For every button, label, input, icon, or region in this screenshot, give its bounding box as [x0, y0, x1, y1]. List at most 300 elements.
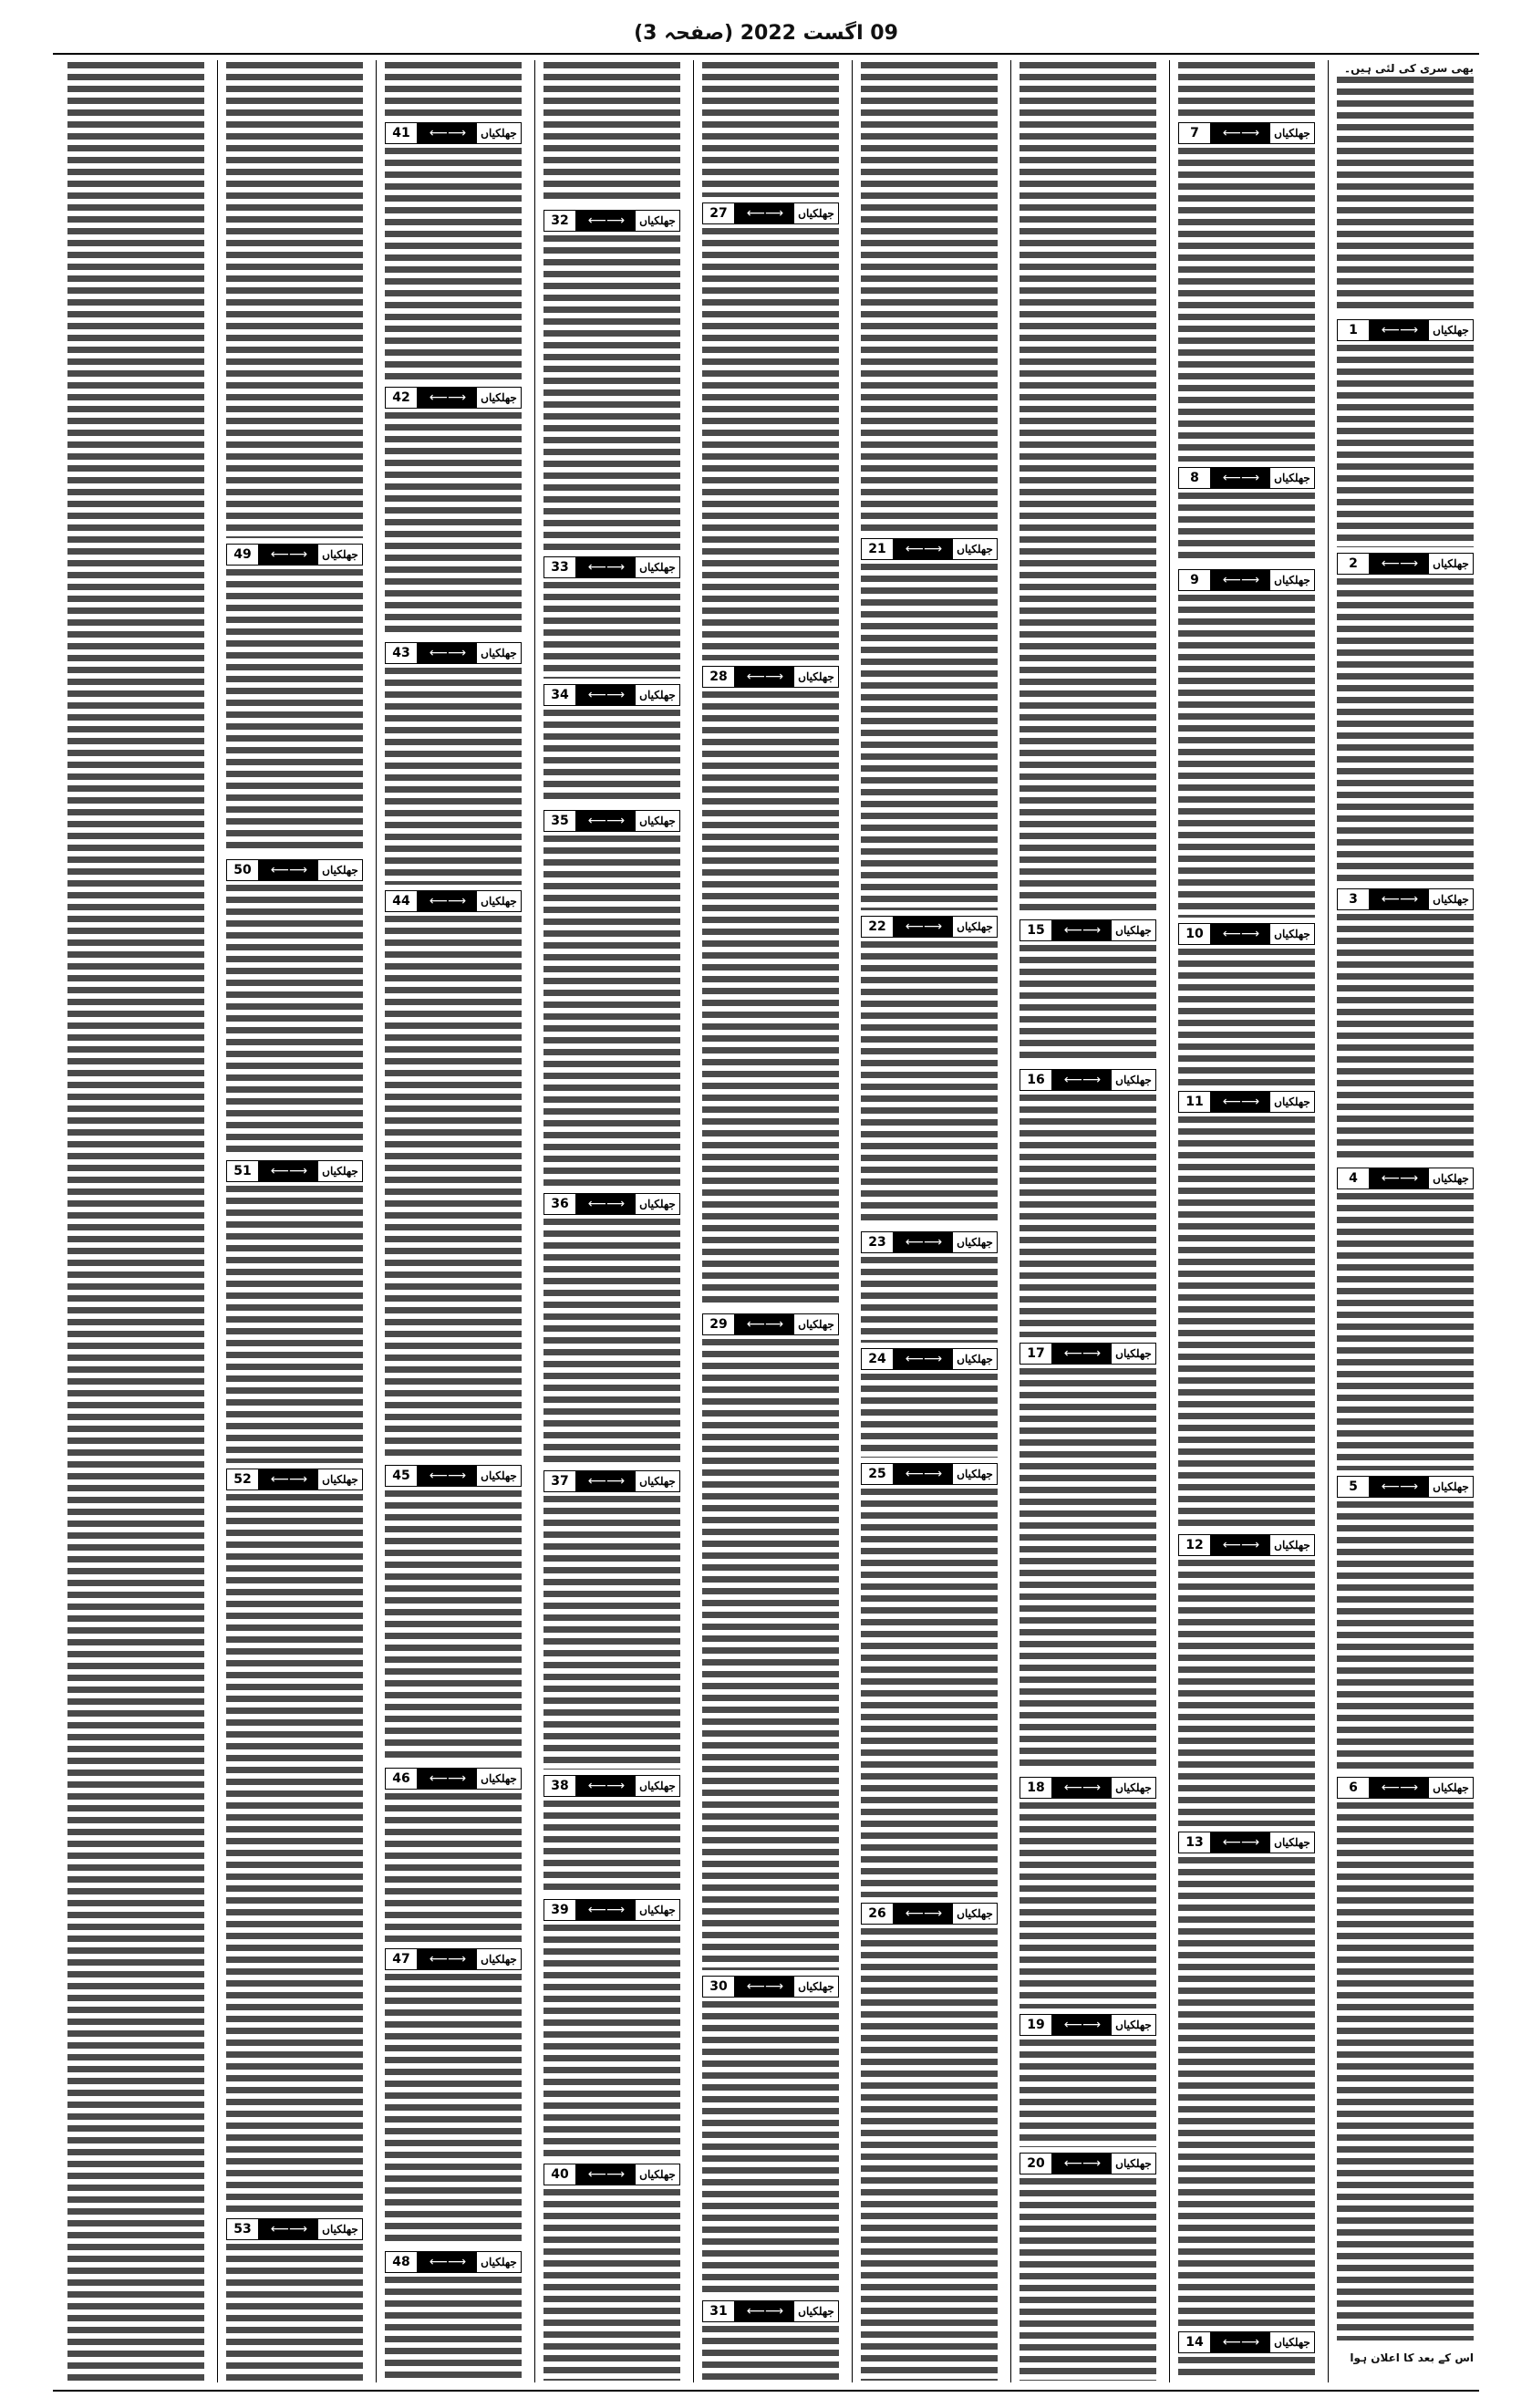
- text-block: [543, 235, 680, 551]
- item-header-9: [1178, 569, 1315, 591]
- item-label: جھلکیاں: [1270, 1535, 1314, 1555]
- text-block: [1178, 595, 1315, 918]
- text-block: [226, 569, 363, 854]
- double-arrow-icon: ⟵⟶: [1381, 1171, 1419, 1186]
- item-label: جھلکیاں: [1270, 123, 1314, 143]
- item-label: جھلکیاں: [477, 388, 521, 408]
- item-header-41: [385, 122, 522, 144]
- item-header-21: [861, 538, 998, 560]
- text-block: [226, 1494, 363, 2213]
- item-header-8: [1178, 467, 1315, 489]
- text-block: [1020, 945, 1156, 1064]
- double-arrow-icon: ⟵⟶: [429, 2255, 467, 2269]
- item-label: جھلکیاں: [477, 1769, 521, 1789]
- item-header-45: [385, 1465, 522, 1487]
- item-label: جھلکیاں: [794, 203, 838, 223]
- double-arrow-icon: ⟵⟶: [1063, 1780, 1102, 1795]
- item-number: 30: [703, 1977, 734, 1997]
- text-block: [1337, 1193, 1474, 1470]
- item-header-37: [543, 1470, 680, 1492]
- item-header-43: [385, 642, 522, 664]
- item-header-32: [543, 210, 680, 232]
- item-header-53: [226, 2218, 363, 2240]
- item-number: 13: [1179, 1832, 1210, 1853]
- double-arrow-icon: ⟵⟶: [270, 2222, 308, 2237]
- item-number: 21: [862, 539, 893, 559]
- double-arrow-icon: ⟵⟶: [905, 1906, 943, 1921]
- text-block: [1178, 2357, 1315, 2381]
- item-number: 50: [227, 860, 258, 880]
- item-number: 16: [1020, 1070, 1051, 1090]
- double-arrow-icon: ⟵⟶: [587, 814, 626, 828]
- item-label: جھلکیاں: [1112, 920, 1155, 940]
- item-header-1: [1337, 319, 1474, 341]
- item-header-34: [543, 684, 680, 706]
- column-rule: [1169, 60, 1170, 2382]
- item-header-49: [226, 544, 363, 566]
- double-arrow-icon: ⟵⟶: [1222, 1095, 1260, 1109]
- text-block: [861, 564, 998, 910]
- item-label: جھلکیاں: [477, 123, 521, 143]
- double-arrow-icon: ⟵⟶: [1222, 2335, 1260, 2350]
- item-label: جھلکیاں: [636, 1194, 679, 1214]
- item-header-20: [1020, 2153, 1156, 2174]
- item-label: جھلکیاں: [636, 1471, 679, 1491]
- text-block: [1020, 1368, 1156, 1771]
- item-number: 22: [862, 917, 893, 937]
- item-headline: اس کے بعد کا اعلان ہوا: [1350, 2351, 1474, 2364]
- text-block: [702, 62, 839, 197]
- text-block: [226, 885, 363, 1155]
- text-block: [702, 1339, 839, 1970]
- double-arrow-icon: ⟵⟶: [429, 1771, 467, 1786]
- item-number: 10: [1179, 924, 1210, 944]
- text-block: [385, 668, 522, 885]
- item-header-16: [1020, 1069, 1156, 1091]
- double-arrow-icon: ⟵⟶: [270, 1472, 308, 1487]
- double-arrow-icon: ⟵⟶: [1222, 573, 1260, 587]
- double-arrow-icon: ⟵⟶: [1381, 1479, 1419, 1494]
- column-2: [1173, 60, 1320, 2382]
- item-number: 34: [544, 685, 575, 705]
- text-block: [1178, 148, 1315, 462]
- item-header-27: [702, 202, 839, 224]
- item-number: 53: [227, 2219, 258, 2239]
- double-arrow-icon: ⟵⟶: [587, 213, 626, 228]
- item-header-40: [543, 2164, 680, 2185]
- column-8: [221, 60, 368, 2382]
- item-label: جھلکیاں: [1112, 1778, 1155, 1798]
- item-header-33: [543, 556, 680, 578]
- text-block: [385, 148, 522, 381]
- double-arrow-icon: ⟵⟶: [587, 1903, 626, 1917]
- item-number: 27: [703, 203, 734, 223]
- text-block: [1020, 2178, 1156, 2381]
- item-number: 4: [1338, 1168, 1369, 1188]
- item-label: جھلکیاں: [318, 1161, 362, 1181]
- double-arrow-icon: ⟵⟶: [1222, 1835, 1260, 1850]
- text-block: [226, 62, 363, 538]
- text-block: [226, 1186, 363, 1463]
- header-rule: [53, 53, 1479, 55]
- double-arrow-icon: ⟵⟶: [1063, 1346, 1102, 1361]
- item-number: 48: [386, 2252, 417, 2272]
- item-label: جھلکیاں: [1270, 468, 1314, 488]
- text-block: [385, 1974, 522, 2246]
- item-number: 15: [1020, 920, 1051, 940]
- item-number: 17: [1020, 1344, 1051, 1364]
- text-block: [1020, 1802, 1156, 2008]
- double-arrow-icon: ⟵⟶: [746, 206, 784, 221]
- double-arrow-icon: ⟵⟶: [1222, 1538, 1260, 1552]
- text-block: [1337, 1501, 1474, 1771]
- header-date: 09 اگست 2022: [740, 22, 898, 45]
- item-header-4: [1337, 1168, 1474, 1189]
- item-label: جھلکیاں: [1429, 1477, 1473, 1497]
- double-arrow-icon: ⟵⟶: [1381, 892, 1419, 907]
- item-number: 9: [1179, 570, 1210, 590]
- item-number: 38: [544, 1776, 575, 1796]
- item-header-18: [1020, 1777, 1156, 1799]
- double-arrow-icon: ⟵⟶: [905, 542, 943, 556]
- item-label: جھلکیاں: [636, 211, 679, 231]
- column-rule: [534, 60, 535, 2382]
- text-block: [1178, 1857, 1315, 2326]
- text-block: [1337, 77, 1474, 314]
- item-header-17: [1020, 1343, 1156, 1365]
- item-label: جھلکیاں: [794, 2301, 838, 2321]
- item-label: جھلکیاں: [1270, 924, 1314, 944]
- item-header-48: [385, 2251, 522, 2273]
- item-label: جھلکیاں: [1429, 320, 1473, 340]
- text-block: [1337, 345, 1474, 547]
- double-arrow-icon: ⟵⟶: [587, 2167, 626, 2182]
- item-number: 31: [703, 2301, 734, 2321]
- double-arrow-icon: ⟵⟶: [270, 863, 308, 877]
- item-label: جھلکیاں: [1112, 2015, 1155, 2035]
- double-arrow-icon: ⟵⟶: [905, 1235, 943, 1250]
- item-label: جھلکیاں: [1112, 1344, 1155, 1364]
- column-rule: [852, 60, 853, 2382]
- column-rule: [1328, 60, 1329, 2382]
- item-label: جھلکیاں: [953, 1464, 997, 1484]
- item-number: 24: [862, 1349, 893, 1369]
- item-header-51: [226, 1160, 363, 1182]
- item-number: 23: [862, 1232, 893, 1252]
- item-label: جھلکیاں: [1112, 2154, 1155, 2174]
- double-arrow-icon: ⟵⟶: [587, 1197, 626, 1211]
- item-label: جھلکیاں: [1270, 1832, 1314, 1853]
- item-label: جھلکیاں: [794, 667, 838, 687]
- text-block: [1178, 1560, 1315, 1826]
- item-label: جھلکیاں: [794, 1314, 838, 1334]
- item-header-29: [702, 1313, 839, 1335]
- item-label: جھلکیاں: [1429, 1168, 1473, 1188]
- text-block: [543, 2189, 680, 2381]
- item-label: جھلکیاں: [477, 1466, 521, 1486]
- item-label: جھلکیاں: [1270, 2332, 1314, 2352]
- item-header-22: [861, 916, 998, 938]
- text-block: [385, 412, 522, 637]
- item-label: جھلکیاں: [477, 643, 521, 663]
- item-label: جھلکیاں: [1429, 889, 1473, 909]
- item-number: 6: [1338, 1778, 1369, 1798]
- text-block: [543, 1801, 680, 1894]
- item-number: 41: [386, 123, 417, 143]
- item-label: جھلکیاں: [636, 1900, 679, 1920]
- text-block: [385, 916, 522, 1459]
- text-block: [385, 1490, 522, 1762]
- item-header-47: [385, 1948, 522, 1970]
- item-number: 3: [1338, 889, 1369, 909]
- item-header-35: [543, 810, 680, 832]
- item-number: 1: [1338, 320, 1369, 340]
- double-arrow-icon: ⟵⟶: [270, 547, 308, 562]
- item-number: 52: [227, 1469, 258, 1489]
- item-header-23: [861, 1231, 998, 1253]
- item-headline: بھی سری کی لئی ہیں۔: [1344, 62, 1474, 75]
- text-block: [385, 62, 522, 117]
- item-label: جھلکیاں: [953, 1349, 997, 1369]
- item-number: 19: [1020, 2015, 1051, 2035]
- text-block: [543, 1925, 680, 2158]
- item-header-3: [1337, 888, 1474, 910]
- item-number: 39: [544, 1900, 575, 1920]
- double-arrow-icon: ⟵⟶: [587, 1474, 626, 1489]
- item-header-10: [1178, 923, 1315, 945]
- item-label: جھلکیاں: [1270, 570, 1314, 590]
- item-number: 46: [386, 1769, 417, 1789]
- column-1: [1331, 60, 1479, 2382]
- text-block: [861, 62, 998, 533]
- text-block: [543, 1219, 680, 1465]
- columns-area: [53, 60, 1479, 2382]
- double-arrow-icon: ⟵⟶: [905, 1467, 943, 1481]
- item-label: جھلکیاں: [1429, 554, 1473, 574]
- text-block: [1337, 914, 1474, 1162]
- double-arrow-icon: ⟵⟶: [1381, 323, 1419, 337]
- text-block: [385, 2277, 522, 2381]
- double-arrow-icon: ⟵⟶: [1063, 2156, 1102, 2171]
- item-number: 26: [862, 1904, 893, 1924]
- item-number: 18: [1020, 1778, 1051, 1798]
- item-number: 42: [386, 388, 417, 408]
- item-number: 33: [544, 557, 575, 577]
- item-header-12: [1178, 1534, 1315, 1556]
- item-label: جھلکیاں: [636, 811, 679, 831]
- double-arrow-icon: ⟵⟶: [905, 1352, 943, 1366]
- item-number: 2: [1338, 554, 1369, 574]
- item-number: 43: [386, 643, 417, 663]
- column-6: [538, 60, 686, 2382]
- item-header-11: [1178, 1091, 1315, 1113]
- double-arrow-icon: ⟵⟶: [746, 2304, 784, 2319]
- double-arrow-icon: ⟵⟶: [429, 894, 467, 908]
- item-header-39: [543, 1899, 680, 1921]
- item-number: 5: [1338, 1477, 1369, 1497]
- text-block: [543, 836, 680, 1188]
- double-arrow-icon: ⟵⟶: [587, 688, 626, 702]
- double-arrow-icon: ⟵⟶: [429, 1469, 467, 1483]
- item-label: جھلکیاں: [636, 557, 679, 577]
- item-number: 28: [703, 667, 734, 687]
- column-rule: [376, 60, 377, 2382]
- text-block: [226, 2244, 363, 2381]
- item-label: جھلکیاں: [318, 2219, 362, 2239]
- item-label: جھلکیاں: [318, 1469, 362, 1489]
- double-arrow-icon: ⟵⟶: [1222, 126, 1260, 140]
- header-date-line: [53, 22, 1479, 45]
- text-block: [861, 1374, 998, 1458]
- item-header-30: [702, 1976, 839, 1998]
- column-9: [62, 60, 210, 2382]
- item-number: 20: [1020, 2154, 1051, 2174]
- text-block: [1020, 1095, 1156, 1337]
- column-4: [855, 60, 1003, 2382]
- item-header-46: [385, 1768, 522, 1790]
- double-arrow-icon: ⟵⟶: [429, 1952, 467, 1967]
- item-label: جھلکیاں: [477, 2252, 521, 2272]
- double-arrow-icon: ⟵⟶: [746, 669, 784, 684]
- double-arrow-icon: ⟵⟶: [1063, 1073, 1102, 1087]
- item-label: جھلکیاں: [318, 545, 362, 565]
- item-number: 45: [386, 1466, 417, 1486]
- item-header-15: [1020, 919, 1156, 941]
- item-number: 7: [1179, 123, 1210, 143]
- text-block: [702, 691, 839, 1308]
- page-header: [53, 16, 1479, 55]
- item-header-28: [702, 666, 839, 688]
- double-arrow-icon: ⟵⟶: [429, 646, 467, 660]
- item-header-24: [861, 1348, 998, 1370]
- double-arrow-icon: ⟵⟶: [746, 1317, 784, 1332]
- column-5: [697, 60, 844, 2382]
- text-block: [543, 1496, 680, 1770]
- item-header-13: [1178, 1832, 1315, 1853]
- item-header-19: [1020, 2014, 1156, 2036]
- item-header-50: [226, 859, 363, 881]
- double-arrow-icon: ⟵⟶: [746, 1979, 784, 1994]
- item-number: 51: [227, 1161, 258, 1181]
- item-number: 36: [544, 1194, 575, 1214]
- item-number: 35: [544, 811, 575, 831]
- text-block: [543, 710, 680, 804]
- text-block: [1178, 493, 1315, 564]
- item-number: 49: [227, 545, 258, 565]
- item-label: جھلکیاں: [477, 1949, 521, 1969]
- item-label: جھلکیاں: [953, 1904, 997, 1924]
- item-label: جھلکیاں: [1270, 1092, 1314, 1112]
- item-number: 14: [1179, 2332, 1210, 2352]
- text-block: [861, 941, 998, 1226]
- double-arrow-icon: ⟵⟶: [1222, 471, 1260, 485]
- item-number: 40: [544, 2164, 575, 2185]
- item-header-7: [1178, 122, 1315, 144]
- footer-rule: [53, 2390, 1479, 2392]
- item-label: جھلکیاں: [953, 539, 997, 559]
- text-block: [1178, 62, 1315, 117]
- text-block: [1020, 2040, 1156, 2147]
- text-block: [702, 2001, 839, 2295]
- column-7: [379, 60, 527, 2382]
- item-number: 29: [703, 1314, 734, 1334]
- item-number: 8: [1179, 468, 1210, 488]
- double-arrow-icon: ⟵⟶: [429, 126, 467, 140]
- item-label: جھلکیاں: [1112, 1070, 1155, 1090]
- double-arrow-icon: ⟵⟶: [1063, 2018, 1102, 2032]
- column-3: [1014, 60, 1162, 2382]
- item-label: جھلکیاں: [636, 1776, 679, 1796]
- text-block: [67, 62, 204, 2381]
- text-block: [1020, 62, 1156, 914]
- item-label: جھلکیاں: [953, 1232, 997, 1252]
- column-rule: [217, 60, 218, 2382]
- item-header-6: [1337, 1777, 1474, 1799]
- item-header-42: [385, 387, 522, 409]
- text-block: [861, 1257, 998, 1343]
- item-label: جھلکیاں: [1429, 1778, 1473, 1798]
- double-arrow-icon: ⟵⟶: [905, 919, 943, 934]
- header-page-label: (صفحہ 3): [634, 22, 734, 45]
- text-block: [1337, 1802, 1474, 2341]
- item-header-5: [1337, 1476, 1474, 1498]
- text-block: [543, 582, 680, 679]
- item-label: جھلکیاں: [636, 2164, 679, 2185]
- double-arrow-icon: ⟵⟶: [270, 1164, 308, 1178]
- newspaper-page: [53, 16, 1479, 2392]
- double-arrow-icon: ⟵⟶: [1381, 556, 1419, 571]
- item-header-31: [702, 2300, 839, 2322]
- text-block: [702, 2326, 839, 2381]
- column-rule: [1010, 60, 1011, 2382]
- text-block: [1178, 949, 1315, 1085]
- text-block: [1178, 1116, 1315, 1529]
- item-label: جھلکیاں: [953, 917, 997, 937]
- item-header-38: [543, 1775, 680, 1797]
- text-block: [1337, 578, 1474, 883]
- item-number: 32: [544, 211, 575, 231]
- double-arrow-icon: ⟵⟶: [587, 560, 626, 575]
- item-number: 12: [1179, 1535, 1210, 1555]
- item-number: 25: [862, 1464, 893, 1484]
- double-arrow-icon: ⟵⟶: [1222, 927, 1260, 941]
- item-number: 37: [544, 1471, 575, 1491]
- item-number: 47: [386, 1949, 417, 1969]
- double-arrow-icon: ⟵⟶: [1063, 923, 1102, 938]
- item-header-36: [543, 1193, 680, 1215]
- text-block: [543, 62, 680, 204]
- item-label: جھلکیاں: [318, 860, 362, 880]
- double-arrow-icon: ⟵⟶: [1381, 1780, 1419, 1795]
- double-arrow-icon: ⟵⟶: [587, 1779, 626, 1793]
- double-arrow-icon: ⟵⟶: [429, 390, 467, 405]
- item-header-44: [385, 890, 522, 912]
- item-label: جھلکیاں: [636, 685, 679, 705]
- item-header-25: [861, 1463, 998, 1485]
- column-rule: [693, 60, 694, 2382]
- item-label: جھلکیاں: [794, 1977, 838, 1997]
- item-header-26: [861, 1903, 998, 1925]
- item-number: 44: [386, 891, 417, 911]
- text-block: [702, 228, 839, 660]
- text-block: [861, 1489, 998, 1897]
- item-header-52: [226, 1469, 363, 1490]
- text-block: [385, 1793, 522, 1943]
- item-label: جھلکیاں: [477, 891, 521, 911]
- item-number: 11: [1179, 1092, 1210, 1112]
- item-header-14: [1178, 2331, 1315, 2353]
- item-header-2: [1337, 553, 1474, 575]
